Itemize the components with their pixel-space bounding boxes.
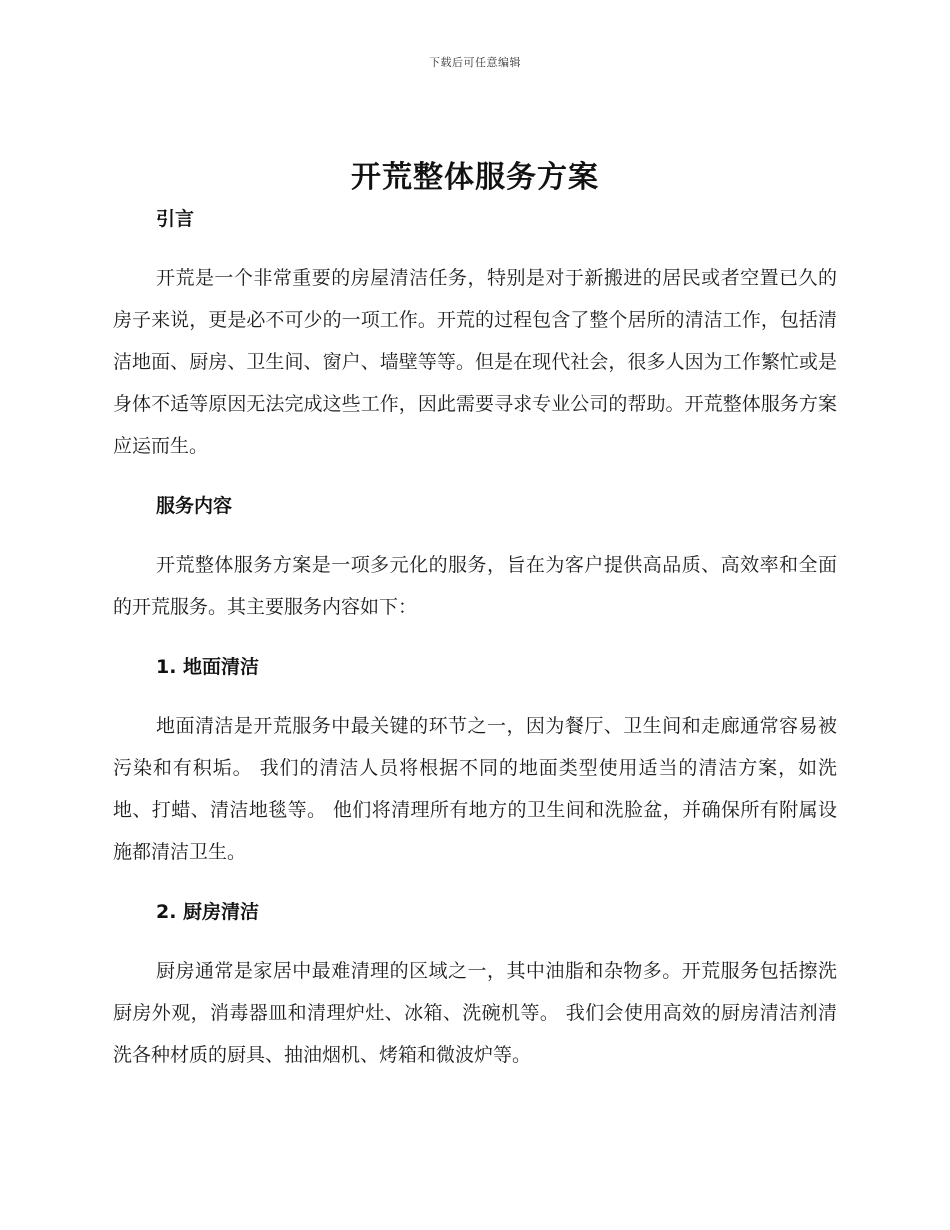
section-paragraph: 地面清洁是开荒服务中最关键的环节之一，因为餐厅、卫生间和走廊通常容易被污染和有积垢。 我们的清洁人员将根据不同的地面类型使用适当的清洁方案，如洗地、打蜡、清洁地毯等。 他们将清理所有地方的卫生间和洗脸盆，并确保所有附属设施都清洁卫生。 [113, 715, 837, 863]
section-heading: 2. 厨房清洁 [156, 901, 260, 923]
section-service-content [113, 492, 837, 628]
section-paragraph: 开荒整体服务方案是一项多元化的服务，旨在为客户提供高品质、高效率和全面的开荒服务。其主要服务内容如下： [113, 554, 837, 618]
section-floor-cleaning [113, 653, 837, 873]
section-heading: 服务内容 [156, 495, 233, 517]
section-heading: 1. 地面清洁 [156, 656, 260, 678]
section-paragraph: 厨房通常是家居中最难清理的区域之一，其中油脂和杂物多。开荒服务包括擦洗厨房外观，消毒器皿和清理炉灶、冰箱、洗碗机等。 我们会使用高效的厨房清洁剂清洗各种材质的厨具、抽油烟机、烤箱和微波炉等。 [113, 960, 837, 1066]
document-body [113, 205, 837, 1076]
section-heading: 引言 [156, 208, 195, 230]
section-introduction [113, 205, 837, 467]
page-header-note: 下载后可任意编辑 [429, 56, 521, 69]
section-paragraph: 开荒是一个非常重要的房屋清洁任务，特别是对于新搬进的居民或者空置已久的房子来说，更是必不可少的一项工作。开荒的过程包含了整个居所的清洁工作，包括清洁地面、厨房、卫生间、窗户、墙壁等等。但是在现代社会，很多人因为工作繁忙或是身体不适等原因无法完成这些工作，因此需要寻求专业公司的帮助。开荒整体服务方案应运而生。 [113, 267, 837, 457]
document-title: 开荒整体服务方案 [351, 160, 599, 195]
section-kitchen-cleaning [113, 898, 837, 1076]
